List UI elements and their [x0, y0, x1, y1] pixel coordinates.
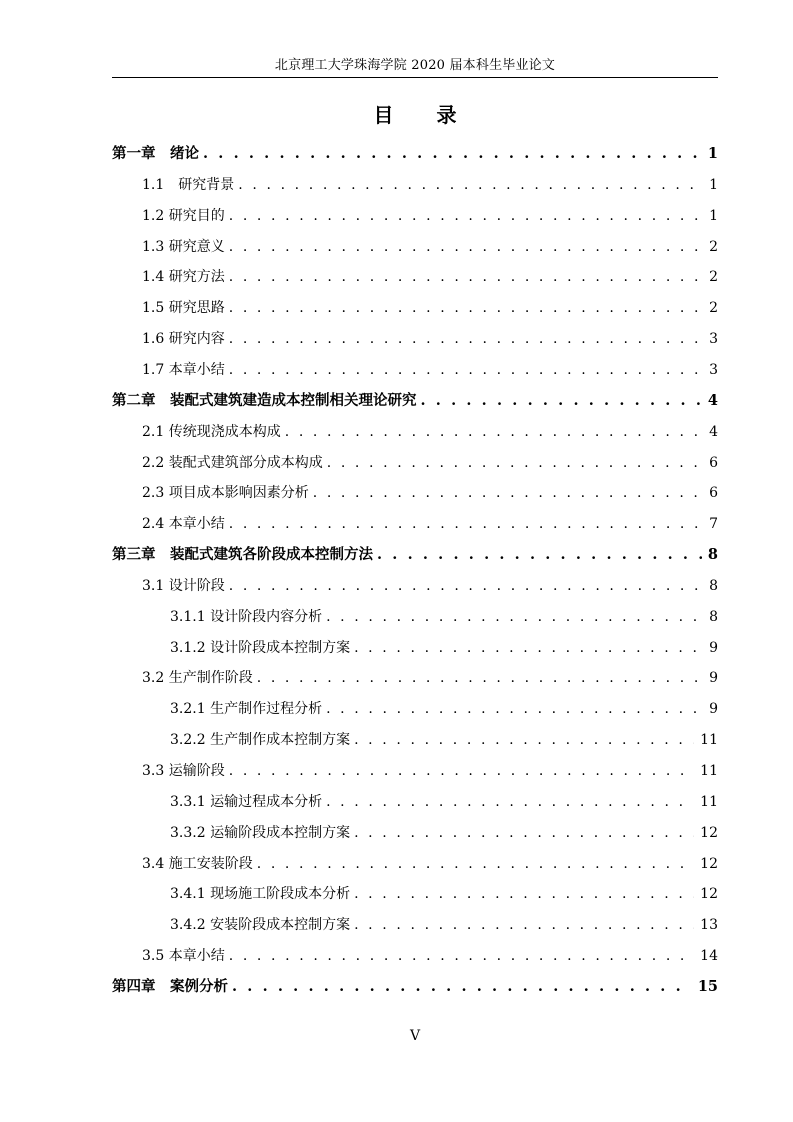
toc-entry-page: 8	[709, 578, 718, 594]
toc-entry-page: 1	[709, 177, 718, 193]
toc-dot-leader	[354, 730, 694, 750]
toc-entry-label: 3.2 生产制作阶段	[142, 670, 253, 686]
toc-dot-leader	[229, 946, 694, 966]
toc-section-entry[interactable]	[142, 422, 718, 442]
toc-entry-label: 1.3 研究意义	[142, 239, 225, 255]
toc-entry-label: 1.5 研究思路	[142, 300, 225, 316]
toc-entry-page: 9	[709, 640, 718, 656]
toc-entry-page: 12	[700, 825, 718, 841]
toc-entry-page: 2	[709, 300, 718, 316]
toc-entry-page: 2	[709, 239, 718, 255]
toc-entry-label: 2.3 项目成本影响因素分析	[142, 485, 309, 501]
toc-entry-page: 8	[707, 546, 718, 563]
toc-entry-page: 12	[700, 856, 718, 872]
toc-entry-label: 第四章 案例分析	[112, 978, 228, 995]
toc-entry-label: 2.4 本章小结	[142, 516, 225, 532]
toc-section-entry[interactable]	[170, 699, 718, 719]
toc-chapter-entry[interactable]	[112, 545, 718, 565]
toc-dot-leader	[354, 638, 702, 658]
toc-entry-label: 1.4 研究方法	[142, 269, 225, 285]
toc-entry-label: 3.1.2 设计阶段成本控制方案	[170, 640, 351, 656]
toc-entry-page: 11	[700, 732, 718, 748]
toc-entry-label: 第二章 装配式建筑建造成本控制相关理论研究	[112, 392, 417, 409]
toc-entry-label: 1.6 研究内容	[142, 331, 225, 347]
toc-entry-page: 4	[709, 424, 718, 440]
toc-section-entry[interactable]	[170, 607, 718, 627]
toc-entry-page: 3	[709, 331, 718, 347]
toc-entry-page: 1	[707, 145, 718, 162]
toc-dot-leader	[257, 668, 702, 688]
toc-entry-label: 3.3.1 运输过程成本分析	[170, 794, 323, 810]
toc-dot-leader	[229, 237, 702, 257]
toc-dot-leader	[257, 854, 694, 874]
toc-section-entry[interactable]	[142, 668, 718, 688]
toc-section-entry[interactable]	[142, 483, 718, 503]
toc-dot-leader	[232, 977, 692, 997]
toc-dot-leader	[229, 267, 702, 287]
toc-chapter-entry[interactable]	[112, 977, 718, 997]
toc-dot-leader	[326, 699, 702, 719]
toc-dot-leader	[229, 576, 702, 596]
toc-entry-label: 第一章 绪论	[112, 145, 199, 162]
toc-entry-page: 4	[707, 392, 718, 409]
toc-dot-leader	[327, 453, 702, 473]
toc-section-entry[interactable]	[142, 267, 718, 287]
toc-section-entry[interactable]	[142, 946, 718, 966]
toc-dot-leader	[326, 792, 694, 812]
toc-section-entry[interactable]	[142, 237, 718, 257]
toc-entry-label: 3.1 设计阶段	[142, 578, 225, 594]
toc-dot-leader	[421, 391, 702, 411]
toc-entry-label: 3.3.2 运输阶段成本控制方案	[170, 825, 351, 841]
toc-entry-page: 6	[709, 485, 718, 501]
toc-section-entry[interactable]	[142, 175, 718, 195]
toc-dot-leader	[229, 206, 702, 226]
toc-entry-label: 3.4 施工安装阶段	[142, 856, 253, 872]
toc-dot-leader	[354, 884, 694, 904]
toc-dot-leader	[285, 422, 702, 442]
toc-section-entry[interactable]	[142, 514, 718, 534]
toc-dot-leader	[326, 607, 702, 627]
toc-entry-label: 3.1.1 设计阶段内容分析	[170, 609, 323, 625]
toc-section-entry[interactable]	[142, 298, 718, 318]
toc-entry-page: 13	[700, 917, 718, 933]
toc-entry-label: 3.4.1 现场施工阶段成本分析	[170, 886, 351, 902]
toc-entry-page: 11	[700, 763, 718, 779]
toc-dot-leader	[313, 483, 702, 503]
toc-entry-page: 1	[709, 208, 718, 224]
toc-entry-page: 3	[709, 362, 718, 378]
toc-title: 目 录	[373, 103, 475, 127]
toc-dot-leader	[354, 823, 694, 843]
toc-section-entry[interactable]	[170, 730, 718, 750]
toc-section-entry[interactable]	[170, 792, 718, 812]
toc-section-entry[interactable]	[170, 638, 718, 658]
toc-entry-page: 6	[709, 455, 718, 471]
toc-section-entry[interactable]	[142, 854, 718, 874]
toc-entry-label: 3.5 本章小结	[142, 948, 225, 964]
toc-entry-label: 3.2.1 生产制作过程分析	[170, 701, 323, 717]
toc-entry-label: 1.7 本章小结	[142, 362, 225, 378]
running-header: 北京理工大学珠海学院 2020 届本科生毕业论文	[274, 58, 556, 73]
page-number: V	[409, 1028, 421, 1044]
toc-dot-leader	[354, 915, 694, 935]
toc-section-entry[interactable]	[142, 206, 718, 226]
toc-entry-page: 9	[709, 670, 718, 686]
toc-entry-label: 3.4.2 安装阶段成本控制方案	[170, 917, 351, 933]
toc-entry-label: 第三章 装配式建筑各阶段成本控制方法	[112, 546, 373, 563]
toc-section-entry[interactable]	[170, 915, 718, 935]
toc-section-entry[interactable]	[142, 576, 718, 596]
toc-entry-page: 14	[700, 948, 718, 964]
toc-entry-label: 2.2 装配式建筑部分成本构成	[142, 455, 323, 471]
toc-dot-leader	[238, 175, 702, 195]
toc-entry-label: 1.1 研究背景	[142, 177, 235, 193]
toc-dot-leader	[377, 545, 702, 565]
toc-section-entry[interactable]	[142, 761, 718, 781]
toc-entry-label: 2.1 传统现浇成本构成	[142, 424, 281, 440]
toc-entry-label: 3.3 运输阶段	[142, 763, 225, 779]
toc-section-entry[interactable]	[142, 360, 718, 380]
toc-dot-leader	[229, 360, 702, 380]
toc-entry-label: 3.2.2 生产制作成本控制方案	[170, 732, 351, 748]
toc-entry-page: 9	[709, 701, 718, 717]
toc-dot-leader	[229, 761, 694, 781]
toc-entry-page: 11	[700, 794, 718, 810]
toc-entry-page: 8	[709, 609, 718, 625]
toc-entry-page: 12	[700, 886, 718, 902]
toc-dot-leader	[229, 514, 702, 534]
toc-chapter-entry[interactable]	[112, 144, 718, 164]
toc-entry-page: 7	[709, 516, 718, 532]
toc-dot-leader	[203, 144, 702, 164]
toc-section-entry[interactable]	[170, 823, 718, 843]
toc-entry-page: 15	[697, 978, 718, 995]
toc-entry-label: 1.2 研究目的	[142, 208, 225, 224]
toc-section-entry[interactable]	[170, 884, 718, 904]
toc-dot-leader	[229, 329, 702, 349]
toc-chapter-entry[interactable]	[112, 391, 718, 411]
toc-dot-leader	[229, 298, 702, 318]
toc-section-entry[interactable]	[142, 453, 718, 473]
toc-section-entry[interactable]	[142, 329, 718, 349]
toc-entry-page: 2	[709, 269, 718, 285]
